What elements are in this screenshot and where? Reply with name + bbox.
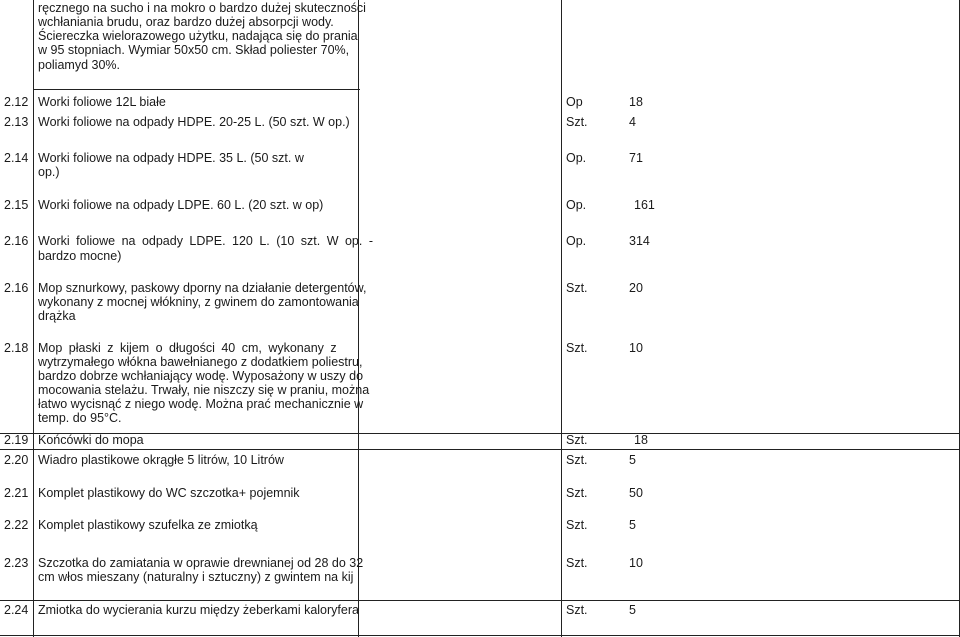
grid-line [33,89,360,90]
row-number: 2.16 [4,281,29,295]
row-unit: Op. [566,234,587,248]
grid-line [0,600,960,601]
row-unit: Szt. [566,603,588,617]
text-line: ręcznego na sucho i na mokro o bardzo dużej skuteczności [38,1,366,15]
row-quantity: 4 [629,115,636,129]
row-number: 2.15 [4,198,29,212]
row-unit: Szt. [566,486,588,500]
row-unit: Op [566,95,583,109]
row-unit: Op. [566,198,587,212]
text-line: wchłaniania brudu, oraz bardzo dużej absorpcji wody. [38,15,334,29]
row-quantity: 10 [629,341,643,355]
row-description: wytrzymałego włókna bawełnianego z dodatkiem poliestru, [38,355,363,369]
row-number: 2.23 [4,556,29,570]
row-description: cm włos mieszany (naturalny i sztuczny) z gwintem na kij [38,570,354,584]
row-quantity: 5 [629,603,636,617]
row-unit: Op. [566,151,587,165]
grid-line [561,0,562,637]
row-description: Komplet plastikowy szufelka ze zmiotką [38,518,258,532]
row-number: 2.19 [4,433,29,447]
row-number: 2.20 [4,453,29,467]
row-description: wykonany z mocnej włókniny, z gwinem do zamontowania [38,295,359,309]
row-description: Szczotka do zamiatania w oprawie drewnianej od 28 do 32 [38,556,364,570]
row-description: Mop płaski z kijem o długości 40 cm, wykonany z [38,341,337,355]
row-unit: Szt. [566,518,588,532]
row-quantity: 50 [629,486,643,500]
row-number: 2.13 [4,115,29,129]
row-unit: Szt. [566,281,588,295]
row-description: Mop sznurkowy, paskowy dporny na działanie detergentów, [38,281,367,295]
row-quantity: 5 [629,453,636,467]
row-quantity: 20 [629,281,643,295]
row-unit: Szt. [566,341,588,355]
grid-line [0,635,960,636]
row-quantity: 314 [629,234,650,248]
grid-line [0,449,960,450]
row-number: 2.24 [4,603,29,617]
row-description: bardzo dobrze wchłaniający wodę. Wyposażony w uszy do [38,369,364,383]
row-unit: Szt. [566,453,588,467]
row-quantity: 5 [629,518,636,532]
row-description: łatwo wycisnąć z niego wodę. Można prać mechanicznie w [38,397,364,411]
text-line: Ściereczka wielorazowego użytku, nadająca się do prania [38,29,358,43]
grid-line [33,0,34,637]
row-unit: Szt. [566,556,588,570]
row-number: 2.22 [4,518,29,532]
row-unit: Szt. [566,433,588,447]
row-quantity: 18 [629,95,643,109]
row-quantity: 71 [629,151,643,165]
row-number: 2.12 [4,95,29,109]
row-description: temp. do 95°C. [38,411,122,425]
row-description: Końcówki do mopa [38,433,144,447]
row-description: Worki foliowe na odpady HDPE. 20-25 L. (50 szt. W op.) [38,115,350,129]
row-number: 2.16 [4,234,29,248]
grid-line [358,0,359,637]
row-description: Worki foliowe na odpady LDPE. 60 L. (20 szt. w op) [38,198,324,212]
row-description: Komplet plastikowy do WC szczotka+ pojemnik [38,486,300,500]
row-unit: Szt. [566,115,588,129]
row-quantity: 18 [634,433,648,447]
row-number: 2.21 [4,486,29,500]
row-description: Wiadro plastikowe okrągłe 5 litrów, 10 Litrów [38,453,284,467]
row-description: op.) [38,165,60,179]
text-line: w 95 stopniach. Wymiar 50x50 cm. Skład poliester 70%, [38,43,350,57]
row-description: mocowania stelażu. Trwały, nie niszczy się w praniu, można [38,383,370,397]
row-quantity: 10 [629,556,643,570]
row-description: Worki foliowe na odpady LDPE. 120 L. (10 szt. W op. - [38,234,373,248]
row-number: 2.18 [4,341,29,355]
row-description: Worki foliowe na odpady HDPE. 35 L. (50 szt. w [38,151,304,165]
row-quantity: 161 [634,198,655,212]
row-description: Worki foliowe 12L białe [38,95,166,109]
row-number: 2.14 [4,151,29,165]
text-line: poliamyd 30%. [38,58,120,72]
row-description: Zmiotka do wycierania kurzu między żeberkami kaloryfera [38,603,359,617]
row-description: bardzo mocne) [38,249,122,263]
grid-line [0,433,960,434]
row-description: drążka [38,309,76,323]
